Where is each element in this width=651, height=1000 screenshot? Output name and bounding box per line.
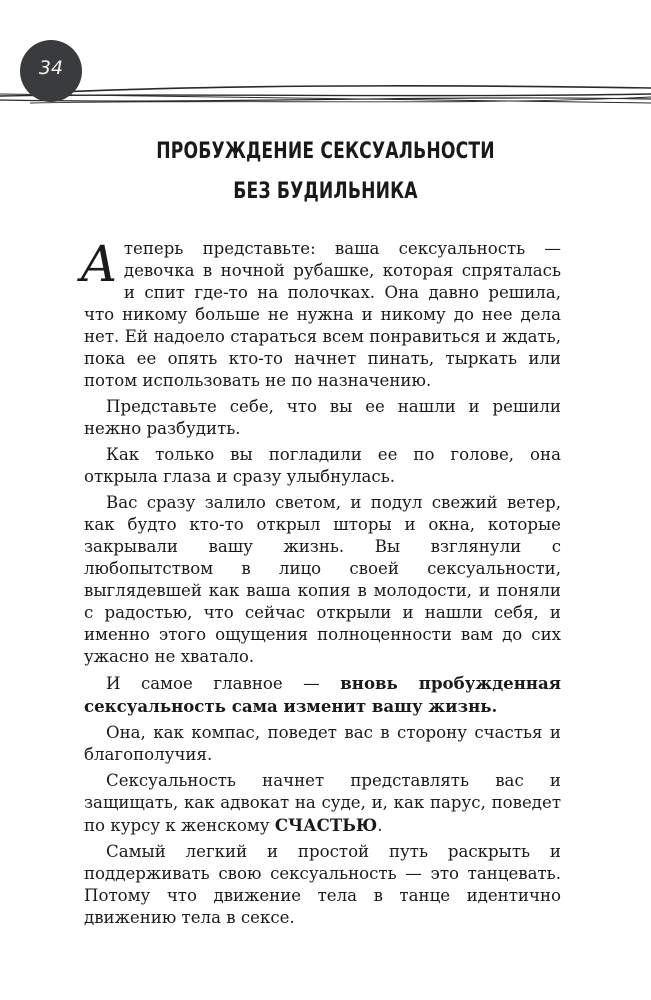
paragraph-5-bold: вновь пробужденная сексуальность сама изменит вашу жизнь. xyxy=(84,673,561,716)
paragraph-6: Она, как компас, поведет вас в сторону счастья и благополучия. xyxy=(84,723,561,764)
decorative-lines xyxy=(0,0,651,120)
page-number: 34 xyxy=(38,57,64,79)
paragraph-7-end: . xyxy=(377,816,383,835)
paragraph-7-bold: СЧАСТЬЮ xyxy=(274,815,378,835)
drop-cap: А xyxy=(80,235,118,293)
chapter-title xyxy=(60,132,591,212)
paragraph-4: Вас сразу залило светом, и подул свежий ветер, как будто кто-то открыл шторы и окна, которые закрывали вашу жизнь. Вы взглянули с любопытством в лицо своей сексуальности, выглядевшей как ваша копия в молодости, и поняли с радостью, что сейчас открыли и нашли себя, и именно этого ощущения полноценности вам до сих ужасно не хватало. xyxy=(84,493,561,666)
paragraph-1 xyxy=(80,235,561,392)
paragraph-3: Как только вы погладили ее по голове, она открыла глаза и сразу улыбнулась. xyxy=(84,445,561,486)
paragraph-2: Представьте себе, что вы ее нашли и решили нежно разбудить. xyxy=(84,397,561,438)
title-line-2: БЕЗ БУДИЛЬНИКА xyxy=(233,179,418,204)
paragraph-8: Самый легкий и простой путь раскрыть и поддерживать свою сексуальность — это танцевать. Потому что движение тела в танце идентично движению тела в сексе. xyxy=(84,842,561,927)
title-line-1: ПРОБУЖДЕНИЕ СЕКСУАЛЬНОСТИ xyxy=(156,139,495,164)
paragraph-7 xyxy=(84,770,561,837)
paragraph-5 xyxy=(84,672,561,718)
paragraph-7-start: Сексуальность начнет представлять вас и защищать, как адвокат на суде, и, как парус, поведет по курсу к женскому xyxy=(84,771,561,835)
paragraph-5-start: И самое главное — xyxy=(106,674,341,693)
page-header xyxy=(0,0,651,120)
body-text xyxy=(80,235,561,933)
paragraph-1-text: теперь представьте: ваша сексуальность — девочка в ночной рубашке, которая спряталась и спит где-то на полочках. Она давно решила, что никому больше не нужна и никому до нее дела нет. Ей надоело стараться всем понравиться и ждать, пока ее опять кто-то начнет пинать, тыркать или потом использовать не по назначению. xyxy=(84,239,561,390)
page-number-badge xyxy=(20,40,82,102)
